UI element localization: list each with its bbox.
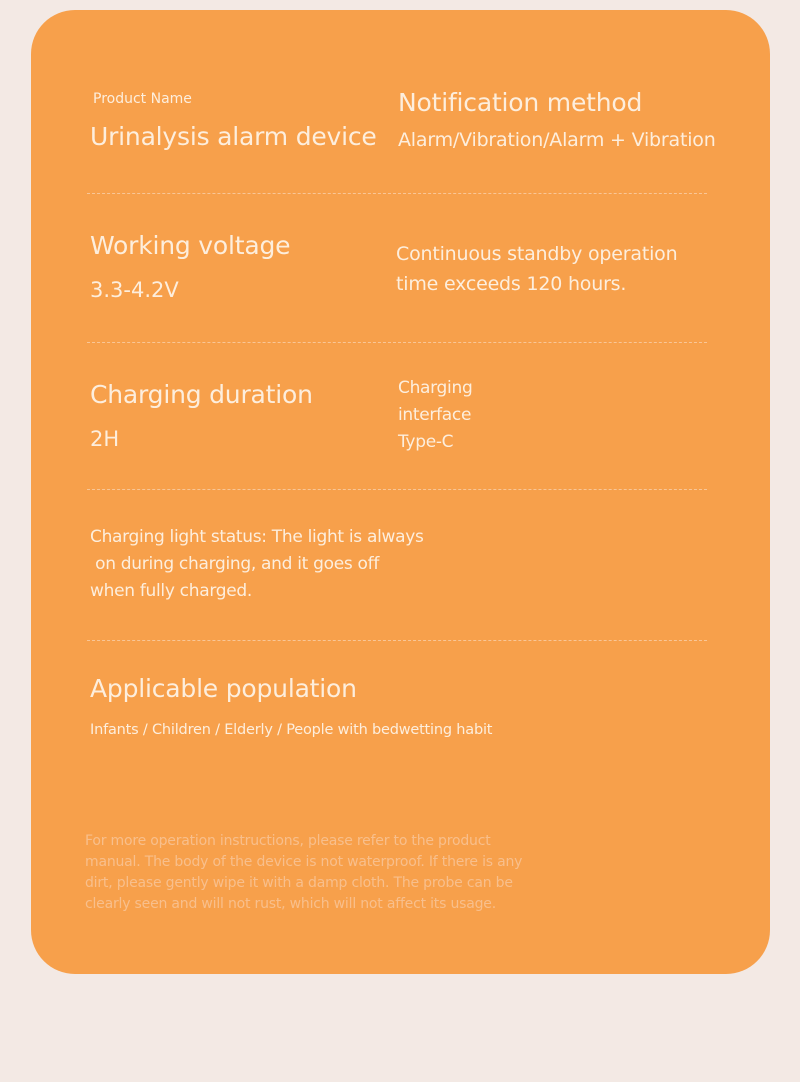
charging-light-line-2: on during charging, and it goes off	[90, 554, 380, 574]
working-voltage-label: Working voltage	[90, 231, 291, 260]
divider-3	[87, 489, 707, 490]
applicable-population-label: Applicable population	[90, 674, 357, 703]
working-voltage-value: 3.3-4.2V	[90, 278, 179, 302]
charging-interface-text	[398, 375, 472, 456]
charging-interface-line-2: interface	[398, 405, 472, 425]
standby-line-1: Continuous standby operation	[396, 243, 678, 265]
usage-note-line-2: manual. The body of the device is not waterproof. If there is any	[85, 854, 523, 870]
charging-interface-line-3: Type-C	[398, 432, 454, 452]
product-name-label: Product Name	[93, 91, 192, 107]
spec-card	[31, 10, 770, 974]
standby-line-2: time exceeds 120 hours.	[396, 273, 627, 295]
product-name-value: Urinalysis alarm device	[90, 122, 377, 151]
divider-4	[87, 640, 707, 641]
charging-light-line-1: Charging light status: The light is always	[90, 527, 424, 547]
charging-interface-line-1: Charging	[398, 378, 473, 398]
charging-duration-label: Charging duration	[90, 380, 313, 409]
usage-note-line-3: dirt, please gently wipe it with a damp cloth. The probe can be	[85, 875, 513, 891]
divider-2	[87, 342, 707, 343]
notification-method-label: Notification method	[398, 88, 643, 117]
charging-light-text	[90, 524, 424, 605]
divider-1	[87, 193, 707, 194]
charging-light-line-3: when fully charged.	[90, 581, 252, 601]
charging-duration-value: 2H	[90, 427, 120, 451]
usage-note-line-1: For more operation instructions, please refer to the product	[85, 833, 491, 849]
standby-time-text	[396, 239, 677, 299]
usage-note-line-4: clearly seen and will not rust, which will not affect its usage.	[85, 896, 496, 912]
usage-note	[85, 831, 525, 915]
notification-method-value: Alarm/Vibration/Alarm + Vibration	[398, 129, 716, 151]
applicable-population-value: Infants / Children / Elderly / People with bedwetting habit	[90, 722, 493, 738]
